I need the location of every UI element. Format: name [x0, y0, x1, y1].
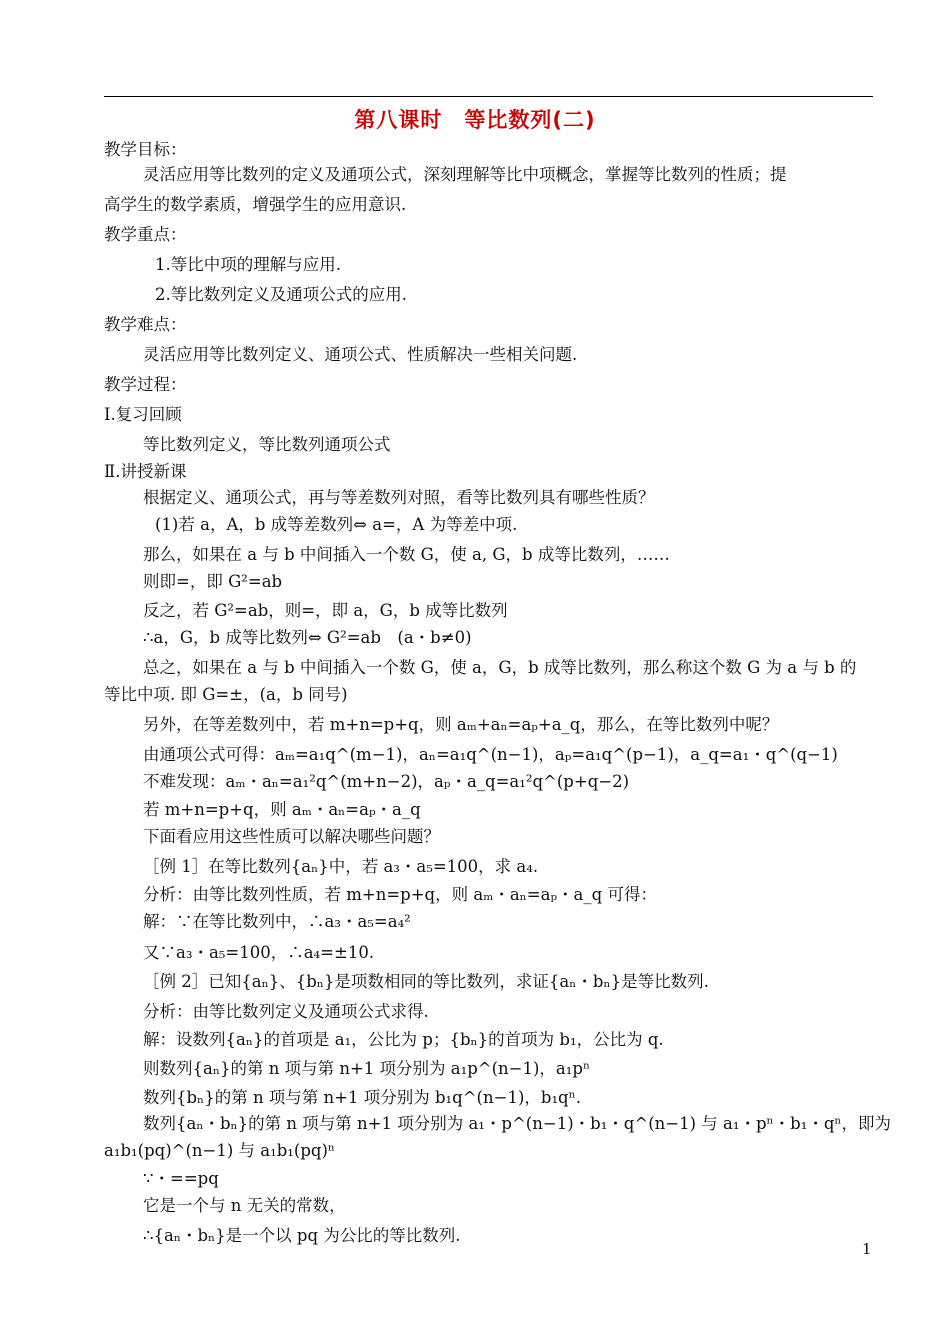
text-line: ∴{aₙ・bₙ}是一个以 pq 为公比的等比数列. [143, 1226, 461, 1245]
text-line: 教学难点： [104, 315, 187, 334]
text-line: (1)若 a，A，b 成等差数列⇔ a=，A 为等差中项. [155, 515, 518, 534]
text-line: 总之，如果在 a 与 b 中间插入一个数 G，使 a，G，b 成等比数列，那么称这个数 G 为 a 与 b 的 [143, 658, 857, 677]
text-line: 教学目标： [104, 140, 187, 159]
text-line: 则数列{aₙ}的第 n 项与第 n+1 项分别为 a₁p^(n−1)，a₁pⁿ [143, 1059, 591, 1078]
text-line: 解：设数列{aₙ}的首项是 a₁，公比为 p；{bₙ}的首项为 b₁，公比为 q. [143, 1030, 664, 1049]
text-line: ［例 2］已知{aₙ}、{bₙ}是项数相同的等比数列，求证{aₙ・bₙ}是等比数列. [143, 972, 709, 991]
text-line: 分析：由等比数列定义及通项公式求得. [143, 1002, 429, 1021]
page-number: 1 [862, 1240, 872, 1258]
text-line: 教学过程： [104, 375, 187, 394]
text-line: 它是一个与 n 无关的常数， [143, 1196, 346, 1215]
text-line: 高学生的数学素质，增强学生的应用意识. [104, 195, 407, 214]
text-line: 数列{aₙ・bₙ}的第 n 项与第 n+1 项分别为 a₁・p^(n−1)・b₁・q^(n−1) 与 a₁・pⁿ・b₁・qⁿ，即为 [143, 1114, 892, 1133]
text-line: 不难发现：aₘ・aₙ=a₁²q^(m+n−2)，aₚ・a_q=a₁²q^(p+q−2) [143, 772, 630, 791]
text-line: 根据定义、通项公式，再与等差数列对照，看等比数列具有哪些性质？ [143, 488, 655, 507]
text-line: 则即=，即 G²=ab [143, 572, 283, 591]
text-line: ∴a，G，b 成等比数列⇔ G²=ab (a・b≠0) [143, 628, 472, 647]
text-line: 反之，若 G²=ab，则=，即 a，G，b 成等比数列 [143, 601, 508, 620]
text-line: Ⅰ.复习回顾 [104, 405, 182, 424]
text-line: 由通项公式可得：aₘ=a₁q^(m−1)，aₙ=a₁q^(n−1)，aₚ=a₁q^(p−1)，a_q=a₁・q^(q−1) [143, 745, 838, 764]
text-line: 另外，在等差数列中，若 m+n=p+q，则 aₘ+aₙ=aₚ+a_q，那么，在等比数列中呢？ [143, 715, 779, 734]
text-line: 等比数列定义，等比数列通项公式 [143, 435, 391, 454]
text-line: 又∵a₃・a₅=100，∴a₄=±10. [143, 943, 375, 962]
text-line: 那么，如果在 a 与 b 中间插入一个数 G，使 a, G，b 成等比数列，…… [143, 545, 670, 564]
text-line: 下面看应用这些性质可以解决哪些问题？ [143, 827, 440, 846]
text-line: 解：∵在等比数列中，∴a₃・a₅=a₄² [143, 912, 411, 931]
text-line: 分析：由等比数列性质，若 m+n=p+q，则 aₘ・aₙ=aₚ・a_q 可得： [143, 885, 657, 904]
text-line: 若 m+n=p+q，则 aₘ・aₙ=aₚ・a_q [143, 800, 421, 819]
text-line: 教学重点： [104, 225, 187, 244]
text-line: a₁b₁(pq)^(n−1) 与 a₁b₁(pq)ⁿ [104, 1141, 336, 1160]
text-line: 等比中项. 即 G=±，(a，b 同号) [104, 685, 348, 704]
text-line: 灵活应用等比数列定义、通项公式、性质解决一些相关问题. [143, 345, 578, 364]
text-line: ∵・==pq [143, 1169, 219, 1188]
text-line: ［例 1］在等比数列{aₙ}中，若 a₃・a₅=100，求 a₄. [143, 857, 539, 876]
text-line: Ⅱ.讲授新课 [104, 462, 187, 481]
header-rule [104, 96, 873, 97]
page-title: 第八课时 等比数列(二) [354, 108, 596, 132]
text-line: 灵活应用等比数列的定义及通项公式，深刻理解等比中项概念，掌握等比数列的性质；提 [143, 165, 787, 184]
text-line: 2.等比数列定义及通项公式的应用. [155, 285, 407, 304]
text-line: 数列{bₙ}的第 n 项与第 n+1 项分别为 b₁q^(n−1)，b₁qⁿ. [143, 1088, 582, 1107]
text-line: 1.等比中项的理解与应用. [155, 255, 341, 274]
